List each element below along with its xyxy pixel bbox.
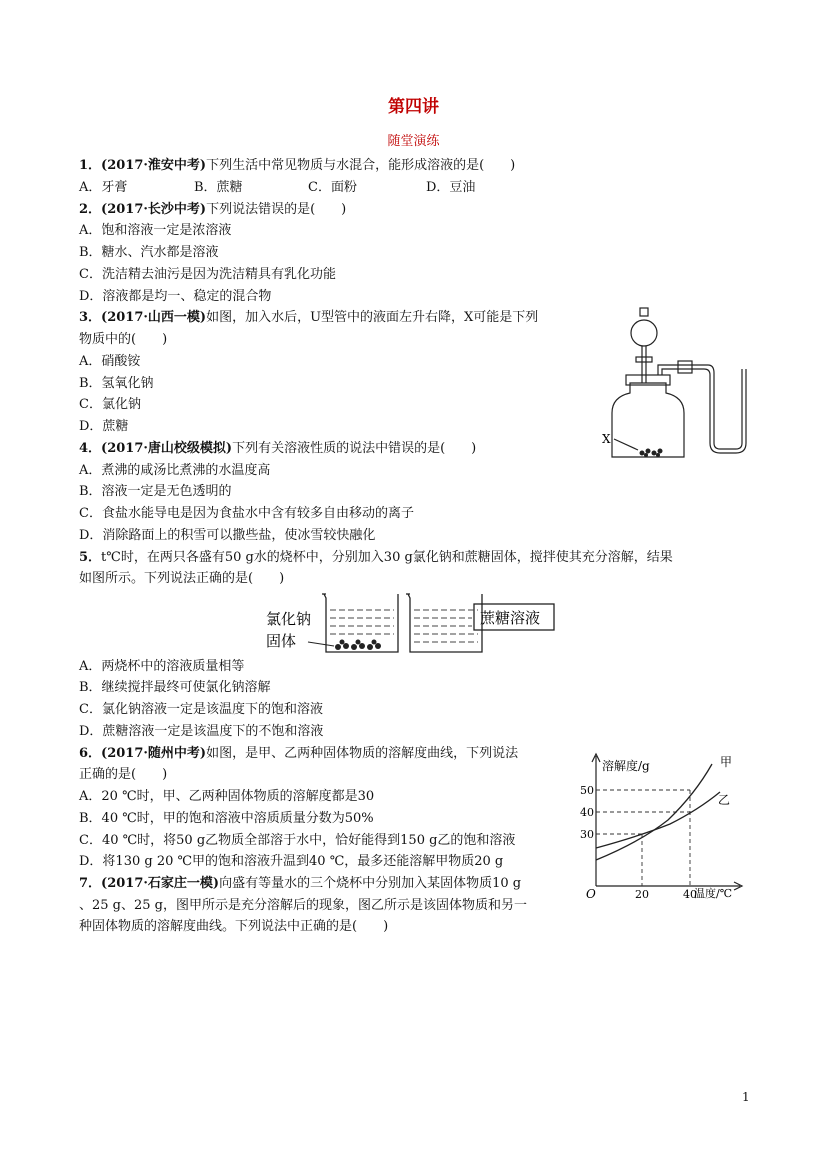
question-4 bbox=[79, 440, 476, 458]
question-2 bbox=[79, 201, 346, 219]
option: A．牙膏 bbox=[79, 180, 128, 195]
origin-label: O bbox=[586, 887, 596, 900]
option: A．硝酸铵 bbox=[79, 354, 141, 369]
label-solid: 固体 bbox=[266, 632, 297, 650]
question-text-cont: 正确的是( ) bbox=[79, 767, 168, 782]
question-text-cont: 种固体物质的溶解度曲线。下列说法中正确的是( ) bbox=[79, 919, 389, 934]
solubility-curve-figure bbox=[580, 750, 750, 900]
x-tick: 40 bbox=[683, 888, 697, 900]
option: B．氢氧化钠 bbox=[79, 376, 154, 391]
y-axis-label: 溶解度/g bbox=[602, 759, 650, 773]
question-number: 7． bbox=[79, 876, 102, 891]
question-text-cont: 、25 g、25 g，图甲所示是充分溶解后的现象，图乙所示是该固体物质和另一 bbox=[79, 898, 527, 913]
beakers-figure bbox=[262, 590, 562, 660]
question-3 bbox=[79, 309, 538, 327]
question-number: 6． bbox=[79, 746, 102, 761]
option: B．继续搅拌最终可使氯化钠溶解 bbox=[79, 680, 271, 695]
question-source: (2017·山西一模) bbox=[101, 310, 207, 325]
question-6 bbox=[79, 745, 518, 763]
flask-u-tube-figure bbox=[600, 305, 760, 463]
curve-jia-label: 甲 bbox=[720, 755, 733, 769]
question-number: 2． bbox=[79, 202, 102, 217]
question-number: 1． bbox=[79, 158, 102, 173]
option: A．20 ℃时，甲、乙两种固体物质的溶解度都是30 bbox=[79, 789, 375, 804]
question-text-cont: 物质中的( ) bbox=[79, 332, 168, 347]
curve-yi bbox=[596, 792, 720, 848]
question-text: t℃时，在两只各盛有50 g水的烧杯中，分别加入30 g氯化钠和蔗糖固体，搅拌使其充分溶解，结果 bbox=[101, 550, 673, 565]
question-number: 5． bbox=[79, 550, 102, 565]
option: D．将130 g 20 ℃甲的饱和溶液升温到40 ℃，最多还能溶解甲物质20 g bbox=[79, 854, 504, 869]
y-tick: 30 bbox=[580, 828, 594, 841]
question-5 bbox=[79, 549, 673, 567]
option: C．食盐水能导电是因为食盐水中含有较多自由移动的离子 bbox=[79, 506, 414, 521]
label-sucrose: 蔗糖溶液 bbox=[480, 609, 541, 627]
question-7 bbox=[79, 875, 521, 893]
question-text: 下列说法错误的是( ) bbox=[206, 202, 347, 217]
option: B．蔗糖 bbox=[194, 180, 243, 195]
label-nacl: 氯化钠 bbox=[266, 610, 312, 628]
option: B．40 ℃时，甲的饱和溶液中溶质质量分数为50% bbox=[79, 811, 374, 826]
question-text: 如图，是甲、乙两种固体物质的溶解度曲线，下列说法 bbox=[206, 746, 519, 761]
question-source: (2017·长沙中考) bbox=[101, 202, 207, 217]
option: A．煮沸的咸汤比煮沸的水温度高 bbox=[79, 463, 271, 478]
question-number: 3． bbox=[79, 310, 102, 325]
option: D．溶液都是均一、稳定的混合物 bbox=[79, 289, 272, 304]
x-axis-label: 温度/℃ bbox=[694, 887, 733, 900]
question-text: 下列生活中常见物质与水混合，能形成溶液的是( ) bbox=[206, 158, 516, 173]
question-text-cont: 如图所示。下列说法正确的是( ) bbox=[79, 571, 285, 586]
option: C．氯化钠 bbox=[79, 397, 141, 412]
option: C．氯化钠溶液一定是该温度下的饱和溶液 bbox=[79, 702, 323, 717]
option: B．溶液一定是无色透明的 bbox=[79, 484, 232, 499]
option: D．消除路面上的积雪可以撒些盐，使冰雪较快融化 bbox=[79, 528, 376, 543]
option: A．两烧杯中的溶液质量相等 bbox=[79, 659, 245, 674]
option: C．40 ℃时，将50 g乙物质全部溶于水中，恰好能得到150 g乙的饱和溶液 bbox=[79, 833, 516, 848]
page-number: 1 bbox=[742, 1090, 750, 1104]
x-label: X bbox=[602, 432, 611, 446]
option: D．豆油 bbox=[426, 180, 476, 195]
y-tick: 50 bbox=[580, 784, 594, 797]
page-title: 第四讲 bbox=[388, 97, 439, 117]
option: C．面粉 bbox=[308, 180, 357, 195]
option: B．糖水、汽水都是溶液 bbox=[79, 245, 219, 260]
option: D．蔗糖溶液一定是该温度下的不饱和溶液 bbox=[79, 724, 324, 739]
curve-yi-label: 乙 bbox=[718, 793, 731, 807]
question-source: (2017·唐山校级模拟) bbox=[101, 441, 233, 456]
y-tick: 40 bbox=[580, 806, 594, 819]
page-subtitle: 随堂演练 bbox=[387, 134, 440, 149]
question-text: 下列有关溶液性质的说法中错误的是( ) bbox=[232, 441, 477, 456]
question-source: (2017·淮安中考) bbox=[101, 158, 207, 173]
question-text: 如图，加入水后，U型管中的液面左升右降，X可能是下列 bbox=[206, 310, 539, 325]
question-source: (2017·随州中考) bbox=[101, 746, 207, 761]
question-text: 向盛有等量水的三个烧杯中分别加入某固体物质10 g bbox=[219, 876, 522, 891]
option: C．洗洁精去油污是因为洗洁精具有乳化功能 bbox=[79, 267, 336, 282]
question-1 bbox=[79, 157, 515, 175]
question-1-options bbox=[79, 179, 475, 197]
question-source: (2017·石家庄一模) bbox=[101, 876, 220, 891]
x-tick: 20 bbox=[635, 888, 649, 900]
option: D．蔗糖 bbox=[79, 419, 129, 434]
question-number: 4． bbox=[79, 441, 102, 456]
option: A．饱和溶液一定是浓溶液 bbox=[79, 223, 232, 238]
